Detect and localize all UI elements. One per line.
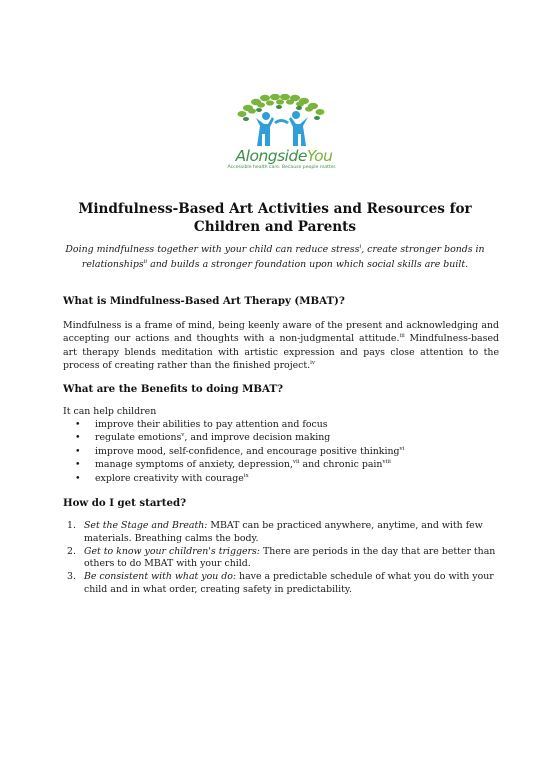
- bullet-icon: •: [75, 459, 81, 471]
- section-heading-benefits: What are the Benefits to doing MBAT?: [63, 383, 283, 395]
- section-heading-what-is-mbat: What is Mindfulness-Based Art Therapy (MBAT)?: [63, 295, 345, 307]
- bullet-icon: •: [75, 472, 81, 484]
- list-item: 1. Set the Stage and Breath: MBAT can be practiced anywhere, anytime, and with few materials. Breathing calms the body.: [67, 520, 483, 544]
- list-item: 2. Get to know your children's triggers: There are periods in the day that are better than others to do MBAT with your child.: [67, 545, 496, 570]
- footnote-ref: v: [181, 432, 185, 439]
- footnote-ref: iv: [310, 360, 316, 367]
- benefits-list: [75, 418, 405, 485]
- getting-started-steps: [67, 520, 504, 597]
- intro-paragraph: Doing mindfulness together with your child can reduce stress$^i$, create stronger bonds in relationships$^{ii}$ and builds a stronger foundation upon which social skills are built.: [65, 244, 485, 270]
- bullet-icon: •: [75, 419, 81, 430]
- list-item: • improve mood, self-confidence, and encourage positive thinking$^{vi}$: [75, 445, 405, 457]
- list-item: • explore creativity with courage$^{ix}$: [75, 472, 249, 484]
- document-title: [40, 200, 510, 236]
- list-item: • improve their abilities to pay attention and focus: [75, 419, 328, 430]
- footnote-ref: vii: [292, 459, 300, 466]
- footnote-ref: ix: [243, 472, 249, 479]
- footnote-ref: i: [359, 244, 362, 250]
- footnote-ref: vi: [399, 445, 405, 452]
- alongside-you-logo: [224, 94, 340, 176]
- logo-tagline: Accessible health care. Because people matter.: [227, 165, 337, 170]
- title-line-2: Children and Parents: [193, 219, 357, 235]
- list-item: • manage symptoms of anxiety, depression,$^{vii}$ and chronic pain$^{viii}$: [75, 459, 391, 471]
- footnote-ref: iii: [399, 333, 405, 340]
- list-item: 3. Be consistent with what you do: have a predictable schedule of what you do with your child and in what order, creating safety in predictability.: [67, 571, 494, 595]
- title-line-1: Mindfulness-Based Art Activities and Resources for: [78, 201, 472, 217]
- tree-people-icon: [234, 94, 330, 150]
- bullet-icon: •: [75, 432, 81, 444]
- section-heading-get-started: How do I get started?: [63, 497, 187, 509]
- benefits-lead-text: It can help children: [63, 406, 157, 417]
- list-item: • regulate emotions$^v$, and improve decision making: [75, 432, 331, 444]
- bullet-icon: •: [75, 445, 81, 457]
- footnote-ref: viii: [382, 459, 391, 466]
- logo-wordmark: AlongsideYou: [235, 147, 333, 165]
- footnote-ref: ii: [143, 259, 148, 265]
- mbat-definition-paragraph: Mindfulness is a frame of mind, being keenly aware of the present and acknowledging and accepting our actions and thoughts with a non-judgmental attitude.$^{iii}$ Mindfulness-based art therapy blends meditation with artistic expression and pays close attention to the process of creating rather than the finished project.$^{iv}$: [63, 320, 499, 372]
